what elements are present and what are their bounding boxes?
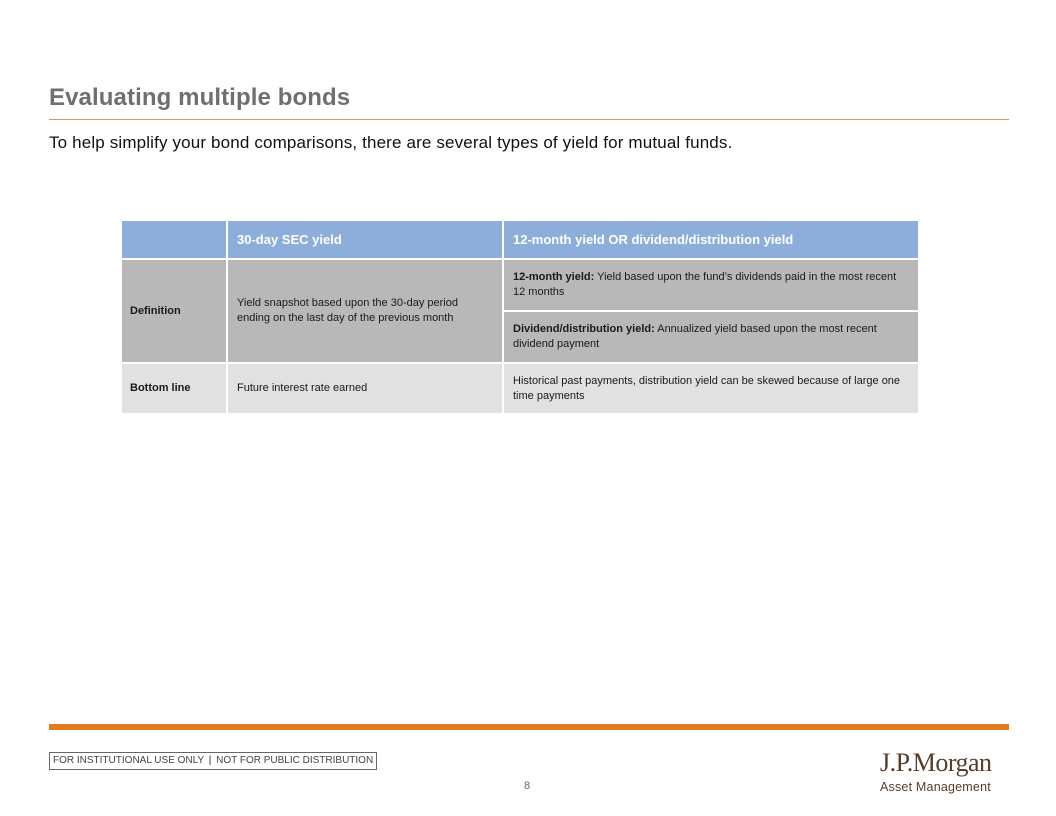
header-empty-cell	[121, 220, 227, 259]
definition-12-month-yield	[503, 259, 919, 311]
row-label-definition: Definition	[121, 259, 227, 363]
table-row-definition	[121, 259, 919, 311]
disclaimer-separator: |	[208, 755, 212, 766]
footer-accent-bar	[49, 724, 1009, 730]
jpmorgan-logo	[880, 750, 1010, 796]
table-row-bottom-line	[121, 363, 919, 414]
table-header-row	[121, 220, 919, 259]
logo-subtitle: Asset Management	[880, 780, 991, 794]
disclaimer-box	[49, 752, 377, 770]
dividend-lead: Dividend/distribution yield:	[513, 323, 655, 335]
disclaimer-right: NOT FOR PUBLIC DISTRIBUTION	[216, 755, 374, 766]
bottom-line-other-yield: Historical past payments, distribution yield can be skewed because of large one time payments	[503, 363, 919, 414]
row-label-bottom-line: Bottom line	[121, 363, 227, 414]
definition-sec-yield: Yield snapshot based upon the 30-day period ending on the last day of the previous month	[227, 259, 503, 363]
page-number: 8	[523, 780, 531, 792]
twelve-month-lead: 12-month yield:	[513, 271, 595, 283]
twelve-month-text: Yield based upon the fund’s dividends paid in the most recent 12 months	[513, 271, 897, 298]
definition-dividend-yield	[503, 311, 919, 363]
page-subtitle: To help simplify your bond comparisons, there are several types of yield for mutual funds.	[49, 133, 733, 152]
title-divider	[49, 119, 1009, 120]
header-sec-yield: 30-day SEC yield	[227, 220, 503, 259]
page-title: Evaluating multiple bonds	[49, 84, 351, 111]
dividend-text: Annualized yield based upon the most recent dividend payment	[513, 323, 877, 350]
yield-comparison-table	[120, 219, 920, 415]
header-12-month-yield: 12-month yield OR dividend/distribution yield	[503, 220, 919, 259]
bottom-line-sec-yield: Future interest rate earned	[227, 363, 503, 414]
disclaimer-left: FOR INSTITUTIONAL USE ONLY	[53, 755, 204, 766]
logo-wordmark: J.P.Morgan	[880, 748, 992, 777]
